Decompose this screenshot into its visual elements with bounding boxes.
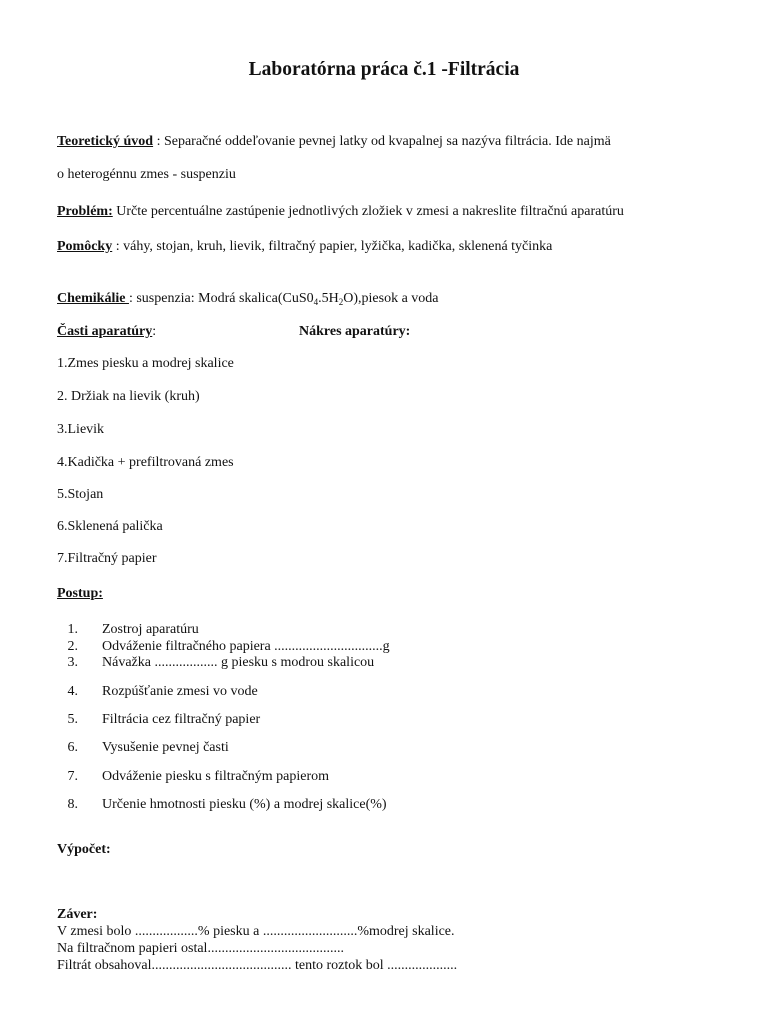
procedure-step <box>57 741 229 755</box>
parts-heading-colon: : <box>152 324 157 339</box>
problem-label: Problém: <box>57 204 113 219</box>
intro-text-2: o heterogénnu zmes - suspenziu <box>57 167 236 182</box>
part-item: 4.Kadička + prefiltrovaná zmes <box>57 455 234 470</box>
part-item: 5.Stojan <box>57 487 104 502</box>
conclusion-line: Na filtračnom papieri ostal....................................... <box>57 941 344 956</box>
intro-label: Teoretický úvod <box>57 134 154 149</box>
conclusion-line: Filtrát obsahoval........................................ tento roztok bol .................... <box>57 958 458 973</box>
chemicals-line <box>57 292 439 306</box>
step-number: 3. <box>67 655 78 670</box>
procedure-step <box>57 656 374 670</box>
step-text: Návažka .................. g piesku s modrou skalicou <box>102 655 375 670</box>
intro-separator: : <box>153 134 164 149</box>
procedure-step <box>57 640 390 654</box>
page-title: Laboratórna práca č.1 -Filtrácia <box>248 59 520 80</box>
step-text: Určenie hmotnosti piesku (%) a modrej skalice(%) <box>102 797 387 812</box>
problem-text: Určte percentuálne zastúpenie jednotlivých zložiek v zmesi a nakreslite filtračnú aparatúru <box>112 204 624 219</box>
procedure-step <box>57 770 329 784</box>
procedure-step <box>57 798 387 812</box>
step-number: 7. <box>67 769 78 784</box>
chemicals-text-pre: : suspenzia: Modrá skalica(CuS0 <box>128 291 314 306</box>
chemicals-text-post: O),piesok a voda <box>343 291 439 306</box>
intro-text-1: Separačné oddeľovanie pevnej latky od kvapalnej sa nazýva filtrácia. Ide najmä <box>163 134 611 149</box>
step-number: 5. <box>67 712 78 727</box>
step-number: 4. <box>67 684 78 699</box>
problem-line <box>57 205 624 219</box>
step-number: 2. <box>67 639 78 654</box>
part-item: 6.Sklenená palička <box>57 519 163 534</box>
procedure-step <box>57 685 258 699</box>
drawing-heading: Nákres aparatúry: <box>299 324 411 339</box>
step-number: 8. <box>67 797 78 812</box>
step-text: Zostroj aparatúru <box>102 622 199 637</box>
tools-line <box>57 240 552 254</box>
parts-heading <box>57 325 156 339</box>
step-text: Vysušenie pevnej časti <box>102 740 229 755</box>
step-text: Filtrácia cez filtračný papier <box>102 712 261 727</box>
tools-text: : váhy, stojan, kruh, lievik, filtračný papier, lyžička, kadička, sklenená tyčinka <box>112 239 553 254</box>
step-text: Odváženie filtračného papiera ...............................g <box>102 639 390 654</box>
step-number: 6. <box>67 740 78 755</box>
procedure-step <box>57 713 260 727</box>
step-number: 1. <box>67 622 78 637</box>
step-text: Rozpúšťanie zmesi vo vode <box>102 684 258 699</box>
conclusion-heading: Záver: <box>57 907 98 922</box>
chemicals-subscript-1: 4 <box>313 297 319 307</box>
calculation-heading: Výpočet: <box>57 842 111 857</box>
tools-label: Pomôcky <box>57 239 113 254</box>
procedure-step <box>57 623 199 637</box>
part-item: 2. Držiak na lievik (kruh) <box>57 389 200 404</box>
procedure-heading: Postup: <box>57 586 103 601</box>
intro-line <box>57 135 611 149</box>
parts-heading-label: Časti aparatúry <box>57 324 153 339</box>
conclusion-line: V zmesi bolo ..................% piesku a ...........................%modrej skalice. <box>57 924 455 939</box>
chemicals-subscript-2: 2 <box>338 297 344 307</box>
chemicals-text-mid: .5H <box>318 291 339 306</box>
part-item: 1.Zmes piesku a modrej skalice <box>57 356 234 371</box>
part-item: 3.Lievik <box>57 422 105 437</box>
chemicals-label: Chemikálie <box>57 291 129 306</box>
step-text: Odváženie piesku s filtračným papierom <box>102 769 330 784</box>
part-item: 7.Filtračný papier <box>57 551 157 566</box>
